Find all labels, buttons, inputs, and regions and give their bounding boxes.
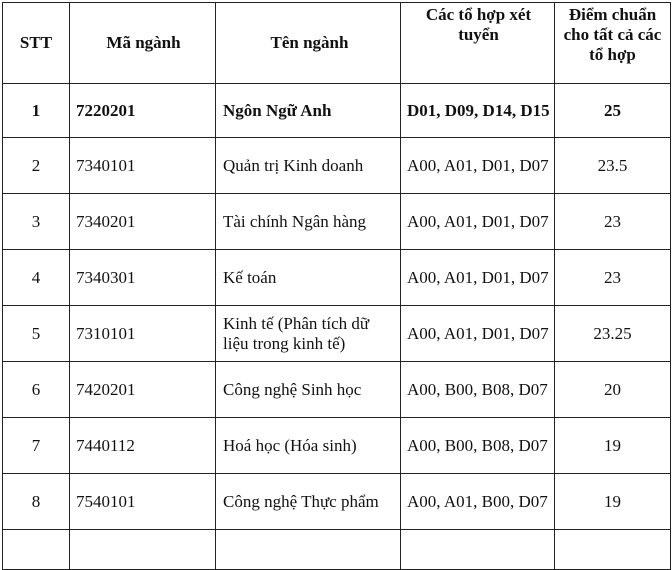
header-major-code: Mã ngành	[70, 3, 216, 84]
cell-stt	[3, 530, 70, 570]
cell-stt: 5	[3, 306, 70, 362]
cell-major-name: Công nghệ Thực phẩm	[216, 474, 401, 530]
table-row	[3, 418, 671, 474]
cell-subject-combinations: A00, A01, B00, D07	[401, 474, 555, 530]
admission-scores-table	[2, 2, 671, 570]
table-row	[3, 138, 671, 194]
cell-stt: 4	[3, 250, 70, 306]
cell-major-code	[70, 530, 216, 570]
cell-major-name: Kế toán	[216, 250, 401, 306]
cell-major-name: Quản trị Kinh doanh	[216, 138, 401, 194]
cell-major-code: 7340301	[70, 250, 216, 306]
table-row	[3, 194, 671, 250]
cell-benchmark-score: 23.5	[555, 138, 671, 194]
cell-stt: 1	[3, 84, 70, 138]
header-major-name: Tên ngành	[216, 3, 401, 84]
cell-benchmark-score: 23	[555, 194, 671, 250]
cell-subject-combinations: A00, B00, B08, D07	[401, 418, 555, 474]
cell-major-code: 7420201	[70, 362, 216, 418]
cell-major-code: 7440112	[70, 418, 216, 474]
cell-benchmark-score	[555, 530, 671, 570]
cell-major-name	[216, 530, 401, 570]
cell-major-code: 7310101	[70, 306, 216, 362]
table-row	[3, 250, 671, 306]
table-row	[3, 362, 671, 418]
cell-major-name: Kinh tế (Phân tích dữ liệu trong kinh tế)	[216, 306, 401, 362]
cell-subject-combinations: A00, A01, D01, D07	[401, 306, 555, 362]
cell-major-name: Công nghệ Sinh học	[216, 362, 401, 418]
cell-benchmark-score: 23	[555, 250, 671, 306]
table-row	[3, 530, 671, 570]
cell-stt: 2	[3, 138, 70, 194]
cell-benchmark-score: 19	[555, 474, 671, 530]
cell-subject-combinations: A00, B00, B08, D07	[401, 362, 555, 418]
header-benchmark-score: Điểm chuẩn cho tất cả các tổ hợp	[555, 3, 671, 84]
cell-major-code: 7340201	[70, 194, 216, 250]
table-header-row	[3, 3, 671, 84]
cell-stt: 7	[3, 418, 70, 474]
cell-major-code: 7540101	[70, 474, 216, 530]
cell-benchmark-score: 23.25	[555, 306, 671, 362]
cell-subject-combinations	[401, 530, 555, 570]
cell-subject-combinations: A00, A01, D01, D07	[401, 250, 555, 306]
table-row	[3, 306, 671, 362]
table-row	[3, 474, 671, 530]
cell-major-name: Ngôn Ngữ Anh	[216, 84, 401, 138]
header-subject-combinations: Các tổ hợp xét tuyển	[401, 3, 555, 84]
cell-stt: 6	[3, 362, 70, 418]
header-stt: STT	[3, 3, 70, 84]
cell-stt: 3	[3, 194, 70, 250]
cell-stt: 8	[3, 474, 70, 530]
cell-subject-combinations: A00, A01, D01, D07	[401, 138, 555, 194]
cell-subject-combinations: A00, A01, D01, D07	[401, 194, 555, 250]
cell-major-code: 7220201	[70, 84, 216, 138]
cell-major-name: Tài chính Ngân hàng	[216, 194, 401, 250]
cell-benchmark-score: 19	[555, 418, 671, 474]
cell-benchmark-score: 20	[555, 362, 671, 418]
cell-subject-combinations: D01, D09, D14, D15	[401, 84, 555, 138]
table-row	[3, 84, 671, 138]
cell-major-code: 7340101	[70, 138, 216, 194]
cell-major-name: Hoá học (Hóa sinh)	[216, 418, 401, 474]
cell-benchmark-score: 25	[555, 84, 671, 138]
